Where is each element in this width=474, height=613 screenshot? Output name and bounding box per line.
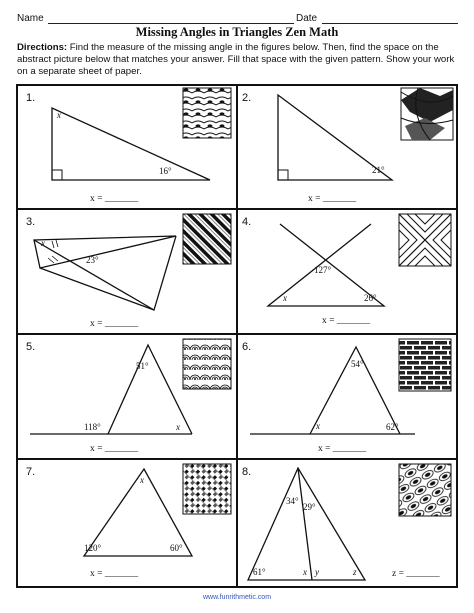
pattern-5 <box>183 339 231 389</box>
p8-answer[interactable]: z = _______ <box>392 569 440 579</box>
triangle-6 <box>250 347 415 434</box>
directions-lead: Directions: <box>17 42 68 53</box>
pattern-8 <box>399 464 451 516</box>
p6-angle-54: 54° <box>351 359 364 369</box>
p4-angle-26: 26° <box>364 293 377 303</box>
pattern-6 <box>399 339 451 391</box>
p8-angle-61: 61° <box>253 567 266 577</box>
problem-6-number: 6. <box>242 341 252 353</box>
p5-answer[interactable]: x = _______ <box>90 444 139 454</box>
pattern-1 <box>183 88 231 138</box>
p8-angle-y: y <box>315 567 319 577</box>
p3-angle-x: x <box>41 238 45 248</box>
p7-angle-60: 60° <box>170 543 183 553</box>
problem-8-number: 8. <box>242 466 252 478</box>
p3-answer[interactable]: x = _______ <box>90 319 139 329</box>
p4-answer[interactable]: x = _______ <box>322 316 371 326</box>
p8-angle-z: z <box>353 567 357 577</box>
problem-5-number: 5. <box>26 341 36 353</box>
pattern-2 <box>401 88 453 140</box>
name-label: Name <box>17 13 44 24</box>
p7-angle-120: 120° <box>84 543 102 553</box>
triangle-5 <box>30 345 192 434</box>
p1-angle-16: 16° <box>159 166 172 176</box>
p5-angle-118: 118° <box>84 422 101 432</box>
problem-7-number: 7. <box>26 466 36 478</box>
triangle-8 <box>248 468 365 580</box>
p4-angle-x: x <box>283 293 287 303</box>
p1-answer[interactable]: x = _______ <box>90 194 139 204</box>
problem-3-number: 3. <box>26 216 36 228</box>
p6-angle-x: x <box>316 421 320 431</box>
footer-url[interactable]: www.funrithmetic.com <box>202 594 272 601</box>
p2-angle-21: 21° <box>372 165 385 175</box>
p7-angle-x: x <box>140 475 144 485</box>
p8-angle-34: 34° <box>286 496 299 506</box>
p8-angle-29: 29° <box>303 502 316 512</box>
pattern-7 <box>183 464 231 514</box>
directions-text: Find the measure of the missing angle in the figures below. Then, find the space on the abstract picture below that matches your answer. Fill that space with the given pattern. Show your work on a separate sheet of paper. <box>17 42 455 77</box>
problem-1-number: 1. <box>26 92 36 104</box>
p2-answer[interactable]: x = _______ <box>308 194 357 204</box>
p5-angle-x: x <box>176 422 180 432</box>
p1-angle-x: x <box>57 110 61 120</box>
p6-angle-62: 62° <box>386 422 399 432</box>
date-label: Date <box>296 13 318 24</box>
pattern-3 <box>183 214 231 264</box>
p3-angle-23: 23° <box>86 255 99 265</box>
p6-answer[interactable]: x = _______ <box>318 444 367 454</box>
p5-angle-51: 51° <box>136 361 149 371</box>
triangle-3 <box>34 236 176 310</box>
problem-2-number: 2. <box>242 92 252 104</box>
problem-4-number: 4. <box>242 216 252 228</box>
p4-angle-127: 127° <box>314 265 332 275</box>
worksheet-title: Missing Angles in Triangles Zen Math <box>135 25 339 39</box>
pattern-4 <box>399 214 451 266</box>
p8-angle-x: x <box>303 567 307 577</box>
p7-answer[interactable]: x = _______ <box>90 569 139 579</box>
